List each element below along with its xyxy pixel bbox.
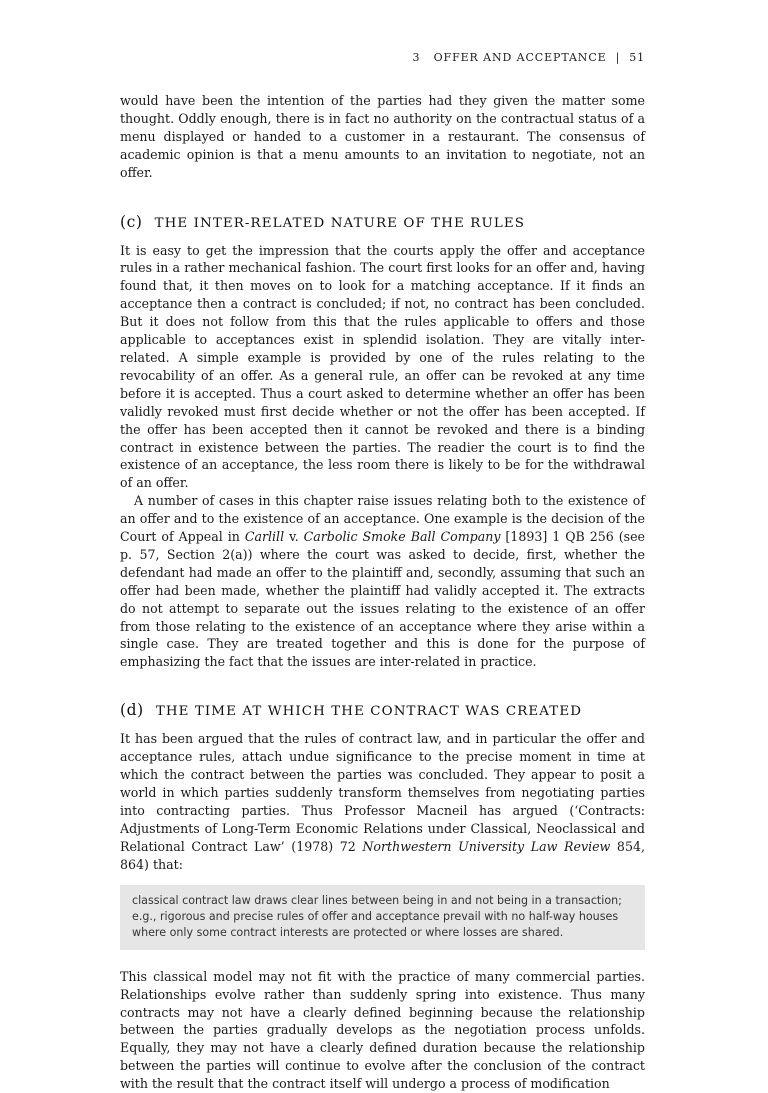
chapter-title: OFFER AND ACCEPTANCE: [433, 51, 607, 64]
running-header: [413, 51, 645, 64]
section-c-letter: (c): [120, 212, 143, 231]
section-d-paragraph-1-pre: It has been argued that the rules of contract law, and in particular the offer and acceptance rules, attach undue significance to the precise moment in time at which the contract between the parties was concluded. They appear to posit a world in which parties suddenly transform themselves from negotiating parties into contracting parties. Thus Professor Macneil has argued (‘Contracts: Adjustments of Long-Term Economic Relations under Classical, Neoclassical and Relational Contract Law’ (1978) 72: [120, 731, 645, 854]
section-c-paragraph-1: It is easy to get the impression that the courts apply the offer and acceptance rules in a rather mechanical fashion. The court first looks for an offer and, having found that, it then moves on to look for a matching acceptance. If it finds an acceptance then a contract is concluded; if not, no contract has been concluded. But it does not follow from this that the rules applicable to offers and those applicable to acceptances exist in splendid isolation. They are vitally inter-related. A simple example is provided by one of the rules relating to the revocability of an offer. As a general rule, an offer can be revoked at any time before it is accepted. Thus a court asked to determine whether an offer has been validly revoked must first decide whether or not the offer has been accepted. If the offer has been accepted then it cannot be revoked and there is a binding contract in existence between the parties. The readier the court is to find the existence of an acceptance, the less room there is likely to be for the withdrawal of an offer.: [120, 242, 645, 491]
section-d-paragraph-2: This classical model may not fit with the practice of many commercial parties. Relationships evolve rather than suddenly spring into existence. Thus many contracts may not have a clearly defined beginning because the relationship between the parties gradually develops as the negotiation process unfolds. Equally, they may not have a clearly defined duration because the relationship between the parties will continue to evolve after the conclusion of the contract with the result that the contract itself will undergo a process of modification: [120, 968, 645, 1092]
journal-title: Northwestern University Law Review: [362, 838, 611, 854]
intro-paragraph: would have been the intention of the parties had they given the matter some thought. Oddly enough, there is in fact no authority on the contractual status of a menu displayed or handed to a customer in a restaurant. The consensus of academic opinion is that a menu amounts to an invitation to negotiate, not an offer.: [120, 93, 645, 180]
case-versus: v.: [284, 529, 304, 545]
page-body: [120, 92, 645, 1093]
section-d-title: THE TIME AT WHICH THE CONTRACT WAS CREATED: [155, 704, 583, 720]
section-d-paragraph-1: [120, 730, 645, 873]
case-defendant: Carbolic Smoke Ball Company: [303, 529, 501, 545]
section-d-paragraph-1-post: 854, 864) that:: [120, 838, 645, 872]
section-c-paragraph-2-pre: A number of cases in this chapter raise issues relating both to the existence of an offer and to the existence of an acceptance. One example is the decision of the Court of Appeal in: [120, 493, 645, 545]
section-c-title: THE INTER-RELATED NATURE OF THE RULES: [154, 215, 525, 231]
case-claimant: Carlill: [244, 529, 285, 545]
section-d-heading: [120, 701, 645, 719]
page-number: 51: [629, 51, 645, 64]
section-d-letter: (d): [120, 701, 144, 720]
section-c-heading: [120, 213, 645, 231]
header-separator: |: [615, 51, 621, 64]
section-c-paragraph-2-post: [1893] 1 QB 256 (see p. 57, Section 2(a)) where the court was asked to decide, first, whether the defendant had made an offer to the plaintiff and, secondly, assuming that such an offer had been made, whether the plaintiff had validly accepted it. The extracts do not attempt to separate out the issues relating to the existence of an offer from those relating to the existence of an acceptance where they arise within a single case. They are treated together and this is done for the purpose of emphasizing the fact that the issues are inter-related in practice.: [120, 529, 645, 670]
section-c-paragraph-2: [120, 492, 645, 671]
chapter-number: 3: [412, 51, 421, 64]
block-quote: classical contract law draws clear lines between being in and not being in a transaction; e.g., rigorous and precise rules of offer and acceptance prevail with no half-way houses where only some contract interests are protected or where losses are shared.: [120, 885, 645, 950]
